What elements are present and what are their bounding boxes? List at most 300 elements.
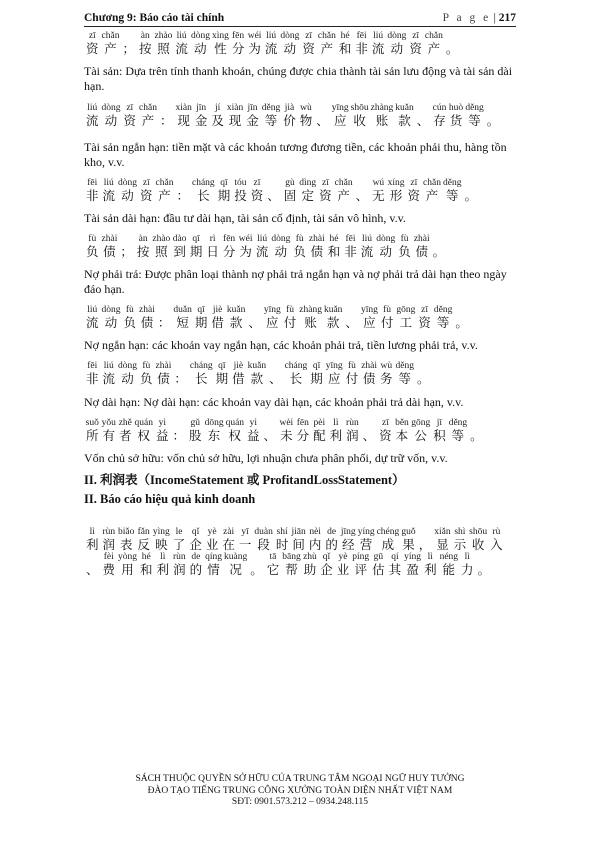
pinyin-text: děng (433, 305, 453, 315)
ruby-char (300, 31, 317, 56)
pinyin-text: nèi (309, 527, 321, 537)
hanzi-char: 资 (409, 42, 422, 56)
pinyin-text (273, 361, 277, 372)
hanzi-char: 等 (436, 316, 450, 330)
pinyin-text: zhài (155, 361, 172, 371)
ruby-char (101, 31, 121, 56)
hanzi-char: 动 (104, 316, 118, 330)
hanzi-char: 动 (390, 42, 404, 56)
hanzi-char: 成 (381, 538, 395, 552)
pinyin-text (459, 305, 463, 316)
pinyin-text: liú (266, 31, 277, 41)
hanzi-char: 应 (266, 316, 279, 330)
hanzi-char: 资 (379, 429, 392, 443)
hanzi-char: 力 (461, 563, 474, 577)
ruby-char (246, 305, 263, 330)
pinyin-text: shōu (350, 103, 369, 113)
pinyin-text (271, 178, 275, 189)
ruby-char (101, 527, 118, 552)
hanzi-char: 流 (86, 316, 99, 330)
ruby-char (117, 418, 134, 443)
pinyin-text: rì (209, 234, 216, 244)
page-number: 217 (498, 12, 516, 24)
hanzi-char: 、 (355, 189, 369, 203)
hanzi-char: 配 (313, 429, 326, 443)
ruby-char (377, 418, 394, 443)
vi-assets: Tài sản: Dựa trên tính thanh khoản, chúng được chia thành tài sản lưu động và tài sản dài hạn. (84, 64, 513, 93)
pinyin-text: bāng (282, 552, 301, 562)
pinyin-text: qī (218, 361, 226, 371)
pinyin-text: zhào (154, 31, 173, 41)
ruby-char (84, 552, 101, 577)
pinyin-text: děng (261, 103, 281, 113)
ruby-char (311, 418, 328, 443)
hanzi-char: 动 (379, 245, 393, 259)
pinyin-text: fèi (103, 552, 114, 562)
ruby-char (101, 103, 122, 128)
ruby-char (101, 234, 119, 259)
hanzi-char: 非 (86, 189, 99, 203)
ruby-char (415, 361, 432, 386)
ruby-char (357, 527, 376, 552)
ruby-char (431, 234, 448, 259)
pinyin-text: rùn (346, 418, 359, 428)
pinyin-text (423, 527, 427, 538)
heading-income-statement-zh: II. 利润表（IncomeStatement 或 ProfitandLossStatement） (84, 473, 405, 487)
hanzi-char: 间 (292, 538, 305, 552)
ruby-char (230, 31, 247, 56)
hanzi-char: 显 (436, 538, 449, 552)
pinyin-text: yòng (118, 552, 138, 562)
pinyin-text: liú (103, 178, 114, 188)
pinyin-text: fù (286, 305, 294, 315)
ruby-char (154, 418, 171, 443)
pinyin-text: qǐ (191, 527, 200, 537)
pinyin-text: yīng (263, 305, 281, 315)
ruby-char (340, 527, 357, 552)
hanzi-char: ： (174, 372, 187, 386)
hanzi-char: 现 (177, 114, 190, 128)
pinyin-text: dòng (118, 178, 138, 188)
ruby-char (189, 361, 214, 386)
pinyin-text: de (191, 552, 201, 562)
pinyin-text: yīng (325, 361, 343, 371)
pinyin-text: quán (225, 418, 245, 428)
pinyin-text (164, 103, 168, 114)
hanzi-char: 资 (86, 42, 99, 56)
ruby-char (278, 418, 295, 443)
hanzi-char: 等 (451, 429, 465, 443)
pinyin-text: shí (276, 527, 288, 537)
hanzi-char: 段 (257, 538, 270, 552)
hanzi-char: 益 (156, 429, 169, 443)
hanzi-char: 其 (388, 563, 402, 577)
hanzi-char: 情 (207, 563, 220, 577)
ruby-char (422, 552, 439, 577)
ruby-char (135, 234, 152, 259)
hanzi-char: 款 (326, 316, 340, 330)
ruby-char (253, 527, 273, 552)
pinyin-text: lì (464, 552, 470, 562)
ruby-char (376, 527, 401, 552)
ruby-char (153, 31, 173, 56)
hanzi-char: 物 (299, 114, 313, 128)
ruby-char (359, 234, 376, 259)
hanzi-char: 果 (402, 538, 415, 552)
pinyin-text: wù (380, 361, 393, 371)
ruby-char (433, 305, 453, 330)
pinyin-text: zhài (308, 234, 325, 244)
ruby-char (422, 178, 442, 203)
hanzi-char: 帮 (285, 563, 298, 577)
pinyin-text: huò (448, 103, 464, 113)
ruby-char (485, 103, 502, 128)
pinyin-text: zī (412, 31, 420, 41)
pinyin-text: liú (362, 234, 373, 244)
pinyin-text: chǎn (423, 178, 441, 188)
pinyin-text: fēi (87, 178, 98, 188)
pinyin-text: fēn (296, 418, 309, 428)
pinyin-text: chǎn (334, 178, 353, 188)
pinyin-text: liú (87, 305, 98, 315)
pinyin-text: zhào (152, 234, 171, 244)
ruby-char (295, 418, 312, 443)
hanzi-char: 、 (362, 429, 376, 443)
ruby-char (370, 31, 387, 56)
ruby-char (308, 234, 326, 259)
ruby-char (439, 552, 459, 577)
pinyin-text: gǔ (190, 418, 201, 428)
pinyin-text: lì (333, 418, 339, 428)
ruby-char (328, 418, 345, 443)
ruby-char (387, 178, 406, 203)
pinyin-text: zhàng (299, 305, 322, 315)
page-indicator (443, 12, 516, 24)
ruby-char (386, 31, 407, 56)
footer-line-phone: SĐT: 0901.573.212 – 0934.248.115 (231, 797, 369, 807)
hanzi-char: 非 (355, 42, 368, 56)
pinyin-text: jí (214, 103, 221, 113)
hanzi-char: 况 (229, 563, 242, 577)
ruby-char (298, 178, 317, 203)
ruby-char (254, 234, 271, 259)
pinyin-text (437, 234, 441, 245)
pinyin-text: xíng (387, 178, 405, 188)
hanzi-char: 产 (337, 189, 350, 203)
page-header (84, 6, 516, 27)
hanzi-char: 等 (264, 114, 278, 128)
pinyin-text: shōu (469, 527, 488, 537)
hanzi-char: 款 (250, 372, 264, 386)
pinyin-text: wéi (238, 234, 253, 244)
pinyin-text: kuǎn (395, 103, 414, 113)
ruby-char (274, 527, 291, 552)
pinyin-text: àn (140, 31, 150, 41)
hanzi-char: 利 (156, 563, 170, 577)
pinyin-text: dòng (118, 361, 138, 371)
hanzi-char: 工 (399, 316, 413, 330)
ruby-char (263, 31, 280, 56)
pinyin-text: lì (89, 527, 95, 537)
pinyin-text: yì (158, 418, 166, 428)
hanzi-char: 、 (316, 114, 329, 128)
hanzi-char: 资 (140, 189, 153, 203)
ruby-char (209, 305, 226, 330)
hanzi-char: 款 (229, 316, 243, 330)
ruby-char (172, 361, 189, 386)
ruby-char (323, 305, 343, 330)
hanzi-char: 有 (102, 429, 116, 443)
hanzi-char: 动 (121, 372, 134, 386)
hanzi-char: 权 (137, 429, 151, 443)
vi-noncurrent-liabilities: Nợ dài hạn: Nợ dài hạn: các khoản vay dài hạn, các khoản phải trả dài hạn, v.v. (84, 395, 464, 409)
ruby-char (265, 552, 282, 577)
hanzi-char: 无 (372, 189, 385, 203)
hanzi-char: 债 (362, 372, 376, 386)
pinyin-text: cháng (192, 178, 215, 188)
hanzi-char: 资 (407, 189, 421, 203)
hanzi-char: 现 (228, 114, 242, 128)
pinyin-text (320, 103, 324, 114)
pinyin-line-current-assets (84, 103, 516, 128)
ruby-char (118, 234, 135, 259)
ruby-char (282, 305, 299, 330)
ruby-char (344, 418, 361, 443)
hanzi-char: 。 (455, 316, 468, 330)
ruby-char (204, 527, 221, 552)
hanzi-char: 等 (445, 189, 459, 203)
vi-current-assets: Tài sản ngắn hạn: tiền mặt và các khoản tương đương tiền, các khoản phải thu, hàng tồn kho, v.v. (84, 140, 507, 169)
ruby-char (360, 361, 378, 386)
vi-equity: Vốn chủ sở hữu: vốn chủ sở hữu, lợi nhuận chưa phân phối, dự trữ vốn, v.v. (84, 451, 448, 465)
hanzi-char: 负 (86, 245, 99, 259)
ruby-char (351, 552, 370, 577)
ruby-char (395, 361, 415, 386)
hanzi-char: 、 (416, 114, 430, 128)
pinyin-text: dòng (190, 31, 210, 41)
hanzi-char: 分 (296, 429, 310, 443)
ruby-char (171, 234, 188, 259)
hanzi-char: 债 (140, 316, 154, 330)
hanzi-char: 负 (123, 316, 137, 330)
ruby-char (101, 552, 118, 577)
hanzi-char: 助 (303, 563, 317, 577)
hanzi-char: 动 (121, 189, 134, 203)
ruby-char (152, 527, 171, 552)
ruby-char (403, 552, 422, 577)
hanzi-char: 动 (104, 114, 118, 128)
ruby-char (138, 552, 155, 577)
pinyin-text: cháng (284, 361, 308, 371)
pinyin-text: gōng (411, 418, 431, 428)
ruby-char (101, 178, 118, 203)
pinyin-text: chǎn (155, 178, 174, 188)
hanzi-char: 期 (215, 372, 229, 386)
pinyin-text (177, 418, 181, 429)
hanzi-char: 负 (140, 372, 153, 386)
hanzi-char: 公 (414, 429, 427, 443)
hanzi-char: 长 (289, 372, 303, 386)
pinyin-text: zī (88, 31, 96, 41)
pinyin-text (367, 418, 371, 429)
pinyin-text: dòng (376, 234, 396, 244)
pinyin-text: fù (142, 361, 151, 371)
ruby-char (298, 305, 323, 330)
ruby-char (267, 361, 284, 386)
footer-line-ownership: SÁCH THUỘC QUYỀN SỞ HỮU CỦA TRUNG TÂM NGOẠI NGỮ HUY TƯỞNG (135, 774, 465, 784)
hanzi-char: 分 (222, 245, 236, 259)
pinyin-text (469, 178, 473, 189)
hanzi-char: 应 (363, 316, 376, 330)
hanzi-char: 务 (380, 372, 393, 386)
ruby-char (204, 234, 221, 259)
hanzi-char: 负 (398, 245, 411, 259)
pinyin-text (450, 31, 454, 42)
hanzi-char: 股 (189, 429, 202, 443)
hanzi-char: 货 (449, 114, 463, 128)
hanzi-char: 资 (123, 114, 137, 128)
hanzi-char: 非 (344, 245, 357, 259)
ruby-char (413, 234, 431, 259)
pinyin-text: dòng (101, 103, 121, 113)
hanzi-char: 流 (371, 42, 385, 56)
ruby-char (270, 234, 291, 259)
hanzi-char: 流 (86, 114, 99, 128)
hanzi-char: 它 (266, 563, 280, 577)
ruby-char (249, 178, 266, 203)
ruby-char (84, 103, 101, 128)
pinyin-text: yǒu (101, 418, 116, 428)
ruby-char (158, 103, 175, 128)
pinyin-text: chéng (376, 527, 400, 537)
pinyin-text: zī (410, 178, 418, 188)
ruby-char (84, 418, 101, 443)
ruby-char (410, 418, 431, 443)
pinyin-text: jīn (247, 103, 258, 113)
hanzi-char: 入 (490, 538, 503, 552)
pinyin-text: duàn (254, 527, 273, 537)
hanzi-char: 费 (102, 563, 116, 577)
vi-liabilities: Nợ phải trả: Được phân loại thành nợ phải trả ngắn hạn và nợ phải trả dài hạn theo ngày đáo hạn. (84, 267, 507, 296)
ruby-char (226, 305, 246, 330)
hanzi-char: 。 (477, 563, 491, 577)
pinyin-text: dōng (204, 418, 224, 428)
hanzi-char: 时 (275, 538, 289, 552)
pinyin-text: yíng (404, 552, 422, 562)
hanzi-char: 。 (432, 245, 446, 259)
hanzi-char: 期 (194, 316, 208, 330)
pinyin-text: zhài (361, 361, 378, 371)
pinyin-text: zī (305, 31, 313, 41)
pinyin-text: děng (448, 418, 468, 428)
pinyin-text: dòng (101, 305, 121, 315)
ruby-char (431, 103, 448, 128)
ruby-char (261, 103, 281, 128)
hanzi-char: 到 (173, 245, 186, 259)
hanzi-char: 投 (234, 189, 247, 203)
hanzi-char: ； (120, 245, 133, 259)
ruby-char (416, 305, 433, 330)
pinyin-text (178, 361, 182, 372)
page-label: P a g e (442, 12, 491, 24)
hanzi-char: 本 (395, 429, 409, 443)
hanzi-char: 权 (228, 429, 242, 443)
pinyin-text: tā (269, 552, 277, 562)
pinyin-line-liabilities (84, 234, 516, 259)
hanzi-char: 款 (398, 114, 411, 128)
hanzi-char: 动 (274, 245, 288, 259)
pinyin-text: jīn (196, 103, 207, 113)
ruby-char (394, 418, 411, 443)
ruby-char (308, 361, 325, 386)
ruby-char (135, 527, 152, 552)
pinyin-text (162, 305, 166, 316)
ruby-char (138, 103, 158, 128)
pinyin-text (181, 178, 185, 189)
hanzi-char: 期 (310, 372, 323, 386)
pinyin-text: jiè (212, 305, 223, 315)
ruby-char (342, 234, 359, 259)
hanzi-char: 借 (211, 316, 224, 330)
pinyin-text: qī (220, 178, 228, 188)
ruby-char (452, 527, 469, 552)
pinyin-text: fù (125, 305, 134, 315)
ruby-char (223, 552, 248, 577)
pinyin-text: gù (285, 178, 295, 188)
pinyin-text: rùn (172, 552, 186, 562)
pinyin-text: yì (249, 418, 257, 428)
ruby-char (444, 31, 461, 56)
hanzi-char: 及 (211, 114, 224, 128)
pinyin-text: kuǎn (247, 361, 267, 371)
pinyin-text: xiàn (175, 103, 192, 113)
pinyin-text: wù (300, 103, 312, 113)
pinyin-text: zhài (101, 234, 118, 244)
hanzi-char: 所 (86, 429, 99, 443)
ruby-char (406, 178, 423, 203)
pinyin-text: zī (142, 178, 150, 188)
hanzi-char: 利 (86, 538, 99, 552)
ruby-char (361, 418, 378, 443)
hanzi-char: 盈 (406, 563, 419, 577)
pinyin-text (127, 31, 131, 42)
pinyin-text: fù (347, 361, 356, 371)
ruby-char (290, 527, 307, 552)
ruby-char (396, 234, 413, 259)
ruby-char (325, 361, 344, 386)
ruby-char (459, 552, 476, 577)
pinyin-text: zài (223, 527, 235, 537)
pinyin-text: yíng (357, 527, 375, 537)
hanzi-char: 资 (302, 42, 315, 56)
ruby-char (370, 178, 387, 203)
ruby-char (246, 31, 263, 56)
ruby-char (84, 305, 101, 330)
pinyin-line-noncurrent-assets (84, 178, 516, 203)
hanzi-char: 资 (250, 189, 264, 203)
ruby-char (84, 234, 101, 259)
hanzi-char: 、 (86, 563, 99, 577)
pinyin-text: zī (381, 418, 389, 428)
ruby-char (326, 234, 343, 259)
pinyin-text: děng (465, 103, 484, 113)
ruby-char (407, 31, 424, 56)
ruby-char (370, 552, 387, 577)
hanzi-char: 债 (157, 372, 170, 386)
pinyin-text: fēn (223, 234, 236, 244)
hanzi-char: 企 (189, 538, 202, 552)
pinyin-text: rù (492, 527, 501, 537)
